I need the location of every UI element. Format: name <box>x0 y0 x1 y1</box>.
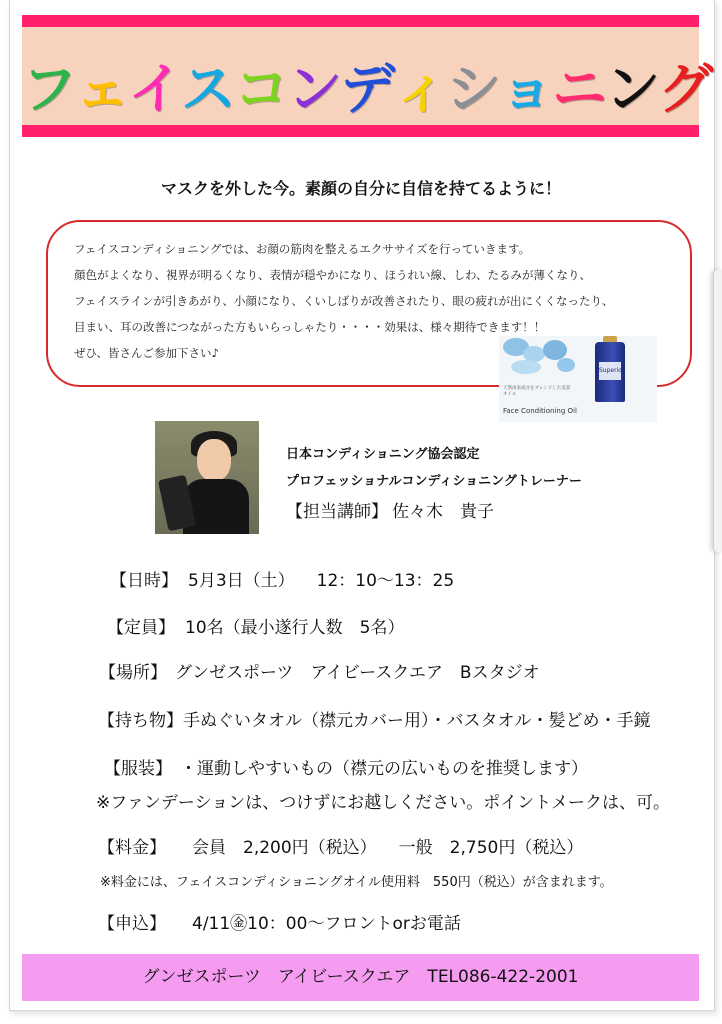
place-value: グンゼスポーツ アイビースクエア Bスタジオ <box>175 663 540 683</box>
place-row <box>99 658 540 683</box>
certification-line2: プロフェッショナルコンディショニングトレーナー <box>286 474 582 489</box>
face <box>197 439 231 481</box>
apply-label: 【申込】 <box>98 914 166 934</box>
side-scroll-handle[interactable] <box>713 270 722 552</box>
flower-decoration <box>543 340 567 360</box>
title-char: ス <box>181 57 235 121</box>
instructor-role: 【担当講師】 <box>286 502 388 522</box>
capacity-label: 【定員】 <box>107 618 175 638</box>
intro-line: 顔色がよくなり、視界が明るくなり、表情が穏やかになり、ほうれい線、しわ、たるみが薄くなり、 <box>74 268 592 282</box>
title-char: イ <box>128 57 182 121</box>
apply-value: 4/11㊎10：00～フロントorお電話 <box>192 914 461 934</box>
bottle-label: Superior <box>599 362 621 380</box>
product-tag: 天然由来成分をブレンドした美容オイル <box>503 386 571 397</box>
dress-row <box>104 754 588 779</box>
datetime-row <box>110 566 454 591</box>
certification-line1: 日本コンディショニング協会認定 <box>286 447 480 462</box>
items-row <box>98 706 651 731</box>
fee-row <box>98 833 583 858</box>
capacity-value: 10名（最小遂行人数 5名） <box>185 618 405 638</box>
apply-row <box>98 909 461 934</box>
capacity-row <box>107 613 404 638</box>
datetime-time: 12：10～13：25 <box>316 571 455 591</box>
title-char: ン <box>287 57 341 121</box>
intro-box <box>46 220 692 415</box>
page-title <box>22 45 712 124</box>
title-char: コ <box>234 57 288 121</box>
footer-contact: グンゼスポーツ アイビースクエア TEL086-422-2001 <box>142 967 579 987</box>
items-label: 【持ち物】 <box>98 711 183 731</box>
items-value: 手ぬぐいタオル（襟元カバー用）・バスタオル・髪どめ・手鏡 <box>183 711 651 731</box>
fee-note: ※料金には、フェイスコンディショニングオイル使用料 550円（税込）が含まれます。 <box>100 875 613 890</box>
flower-decoration <box>511 360 541 374</box>
datetime-label: 【日時】 <box>110 571 178 591</box>
intro-line: ぜひ、皆さんご参加下さい♪ <box>74 346 219 360</box>
title-char: フ <box>22 57 76 121</box>
intro-line: フェイスコンディショニングでは、お顔の筋肉を整えるエクササイズを行っていきます。 <box>74 242 531 256</box>
intro-line: フェイスラインが引きあがり、小顔になり、くいしばりが改善されたり、眼の疲れが出にくくなったり、 <box>74 294 614 308</box>
title-char: ニ <box>552 57 606 121</box>
instructor-name: 佐々木 貴子 <box>392 502 494 522</box>
fee-label: 【料金】 <box>98 838 166 858</box>
product-caption: Face Conditioning Oil <box>503 407 577 415</box>
footer-contact-banner <box>22 954 699 1001</box>
title-char: ェ <box>75 57 129 121</box>
subtitle: マスクを外した今。素顔の自分に自信を持てるように！ <box>160 179 561 198</box>
dress-value: ・運動しやすいもの（襟元の広いものを推奨します） <box>180 759 588 779</box>
fee-member: 会員 2,200円（税込） <box>192 838 377 858</box>
title-char: デ <box>340 57 394 121</box>
title-char: ィ <box>393 57 447 121</box>
title-char: シ <box>446 57 500 121</box>
product-image <box>499 336 657 422</box>
title-char: ョ <box>499 57 553 121</box>
dress-label: 【服装】 <box>104 759 172 779</box>
title-char: ン <box>605 57 659 121</box>
header-banner <box>22 15 712 137</box>
fee-general: 一般 2,750円（税込） <box>398 838 584 858</box>
flower-decoration <box>557 358 575 372</box>
instructor-photo <box>155 421 259 534</box>
dress-note: ※ファンデーションは、つけずにお越しください。ポイントメークは、可。 <box>96 793 671 813</box>
instructor-line <box>286 497 494 522</box>
title-char: グ <box>658 57 712 121</box>
datetime-date: 5月3日（土） <box>188 571 295 591</box>
intro-line: 目まい、耳の改善につながった方もいらっしゃたり・・・・効果は、様々期待できます！！ <box>74 320 546 334</box>
place-label: 【場所】 <box>99 663 167 683</box>
